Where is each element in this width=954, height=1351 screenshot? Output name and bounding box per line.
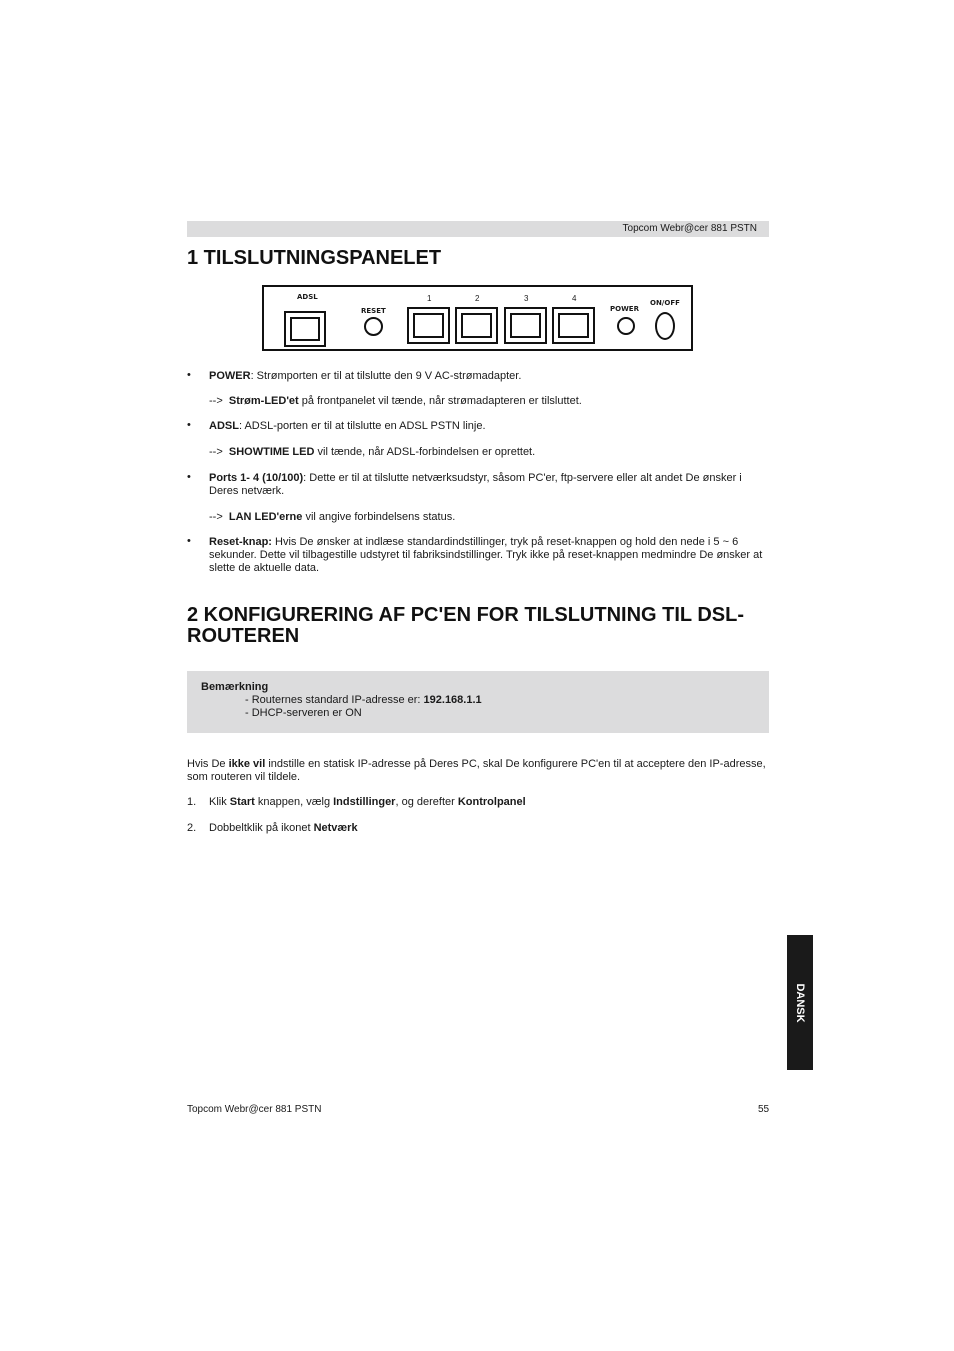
bullet: • bbox=[187, 471, 191, 483]
intro-paragraph: Hvis De ikke vil indstille en statisk IP-adresse på Deres PC, skal De konfigurere PC'en til at acceptere den IP-adresse, som routeren vil tildele. bbox=[187, 758, 766, 783]
note-lan-led: --> LAN LED'erne vil angive forbindelsens status. bbox=[209, 511, 456, 523]
bullet: • bbox=[187, 369, 191, 381]
bullet-adsl: ADSL: ADSL-porten er til at tilslutte en ADSL PSTN linje. bbox=[209, 420, 486, 432]
step-2: Dobbeltklik på ikonet Netværk bbox=[209, 822, 358, 834]
port-label: 4 bbox=[572, 294, 577, 303]
port-label: 2 bbox=[475, 294, 480, 303]
bullet-reset: Reset-knap: Hvis De ønsker at indlæse standardindstillinger, tryk på reset-knappen og hold den nede i 5 ~ 6 sekunder. Dette vil tilbagestille udstyret til fabriksindstillinger. Tryk ikke på reset-knappen medmindre De ønsker at slette de aktuelle data. bbox=[209, 536, 763, 574]
note-dhcp-line: - DHCP-serveren er ON bbox=[245, 707, 362, 719]
section2-heading-line1: 2 KONFIGURERING AF PC'EN FOR TILSLUTNING TIL DSL- bbox=[187, 604, 744, 626]
language-tab: DANSK bbox=[787, 935, 813, 1070]
bullet: • bbox=[187, 419, 191, 431]
lan-port-icon bbox=[504, 307, 547, 344]
bullet-power: POWER: Strømporten er til at tilslutte den 9 V AC-strømadapter. bbox=[209, 370, 522, 382]
onoff-switch-icon bbox=[655, 312, 675, 340]
adsl-label: ADSL bbox=[297, 293, 318, 301]
header-bar bbox=[187, 221, 769, 237]
power-jack-icon bbox=[617, 317, 635, 335]
note-showtime-led: --> SHOWTIME LED vil tænde, når ADSL-forbindelsen er oprettet. bbox=[209, 446, 536, 458]
step-number: 1. bbox=[187, 796, 197, 808]
note-box bbox=[187, 671, 769, 733]
bullet: • bbox=[187, 535, 191, 547]
page-number: 55 bbox=[758, 1104, 770, 1115]
reset-button-icon bbox=[364, 317, 383, 336]
adsl-port-icon bbox=[284, 311, 326, 347]
step-number: 2. bbox=[187, 822, 197, 834]
lan-port-icon bbox=[407, 307, 450, 344]
connection-panel-diagram bbox=[262, 285, 693, 351]
onoff-label: ON/OFF bbox=[650, 299, 680, 307]
lan-port-icon bbox=[552, 307, 595, 344]
footer-product: Topcom Webr@cer 881 PSTN bbox=[187, 1104, 322, 1115]
note-title: Bemærkning bbox=[201, 681, 269, 693]
port-label: 1 bbox=[427, 294, 432, 303]
header-product: Topcom Webr@cer 881 PSTN bbox=[622, 223, 757, 234]
port-label: 3 bbox=[524, 294, 529, 303]
note-power-led: --> Strøm-LED'et på frontpanelet vil tænde, når strømadapteren er tilsluttet. bbox=[209, 395, 582, 407]
section2-heading-line2: ROUTEREN bbox=[187, 625, 300, 647]
bullet-ports: Ports 1- 4 (10/100): Dette er til at tilslutte netværksudstyr, såsom PC'er, ftp-servere eller alt andet De ønsker i Deres netværk. bbox=[209, 472, 742, 497]
reset-label: RESET bbox=[361, 307, 386, 315]
power-label: POWER bbox=[610, 305, 639, 313]
note-ip-line: - Routernes standard IP-adresse er: 192.168.1.1 bbox=[245, 694, 482, 706]
step-1: Klik Start knappen, vælg Indstillinger, og derefter Kontrolpanel bbox=[209, 796, 526, 808]
section1-heading: 1 TILSLUTNINGSPANELET bbox=[187, 247, 442, 269]
lan-port-icon bbox=[455, 307, 498, 344]
